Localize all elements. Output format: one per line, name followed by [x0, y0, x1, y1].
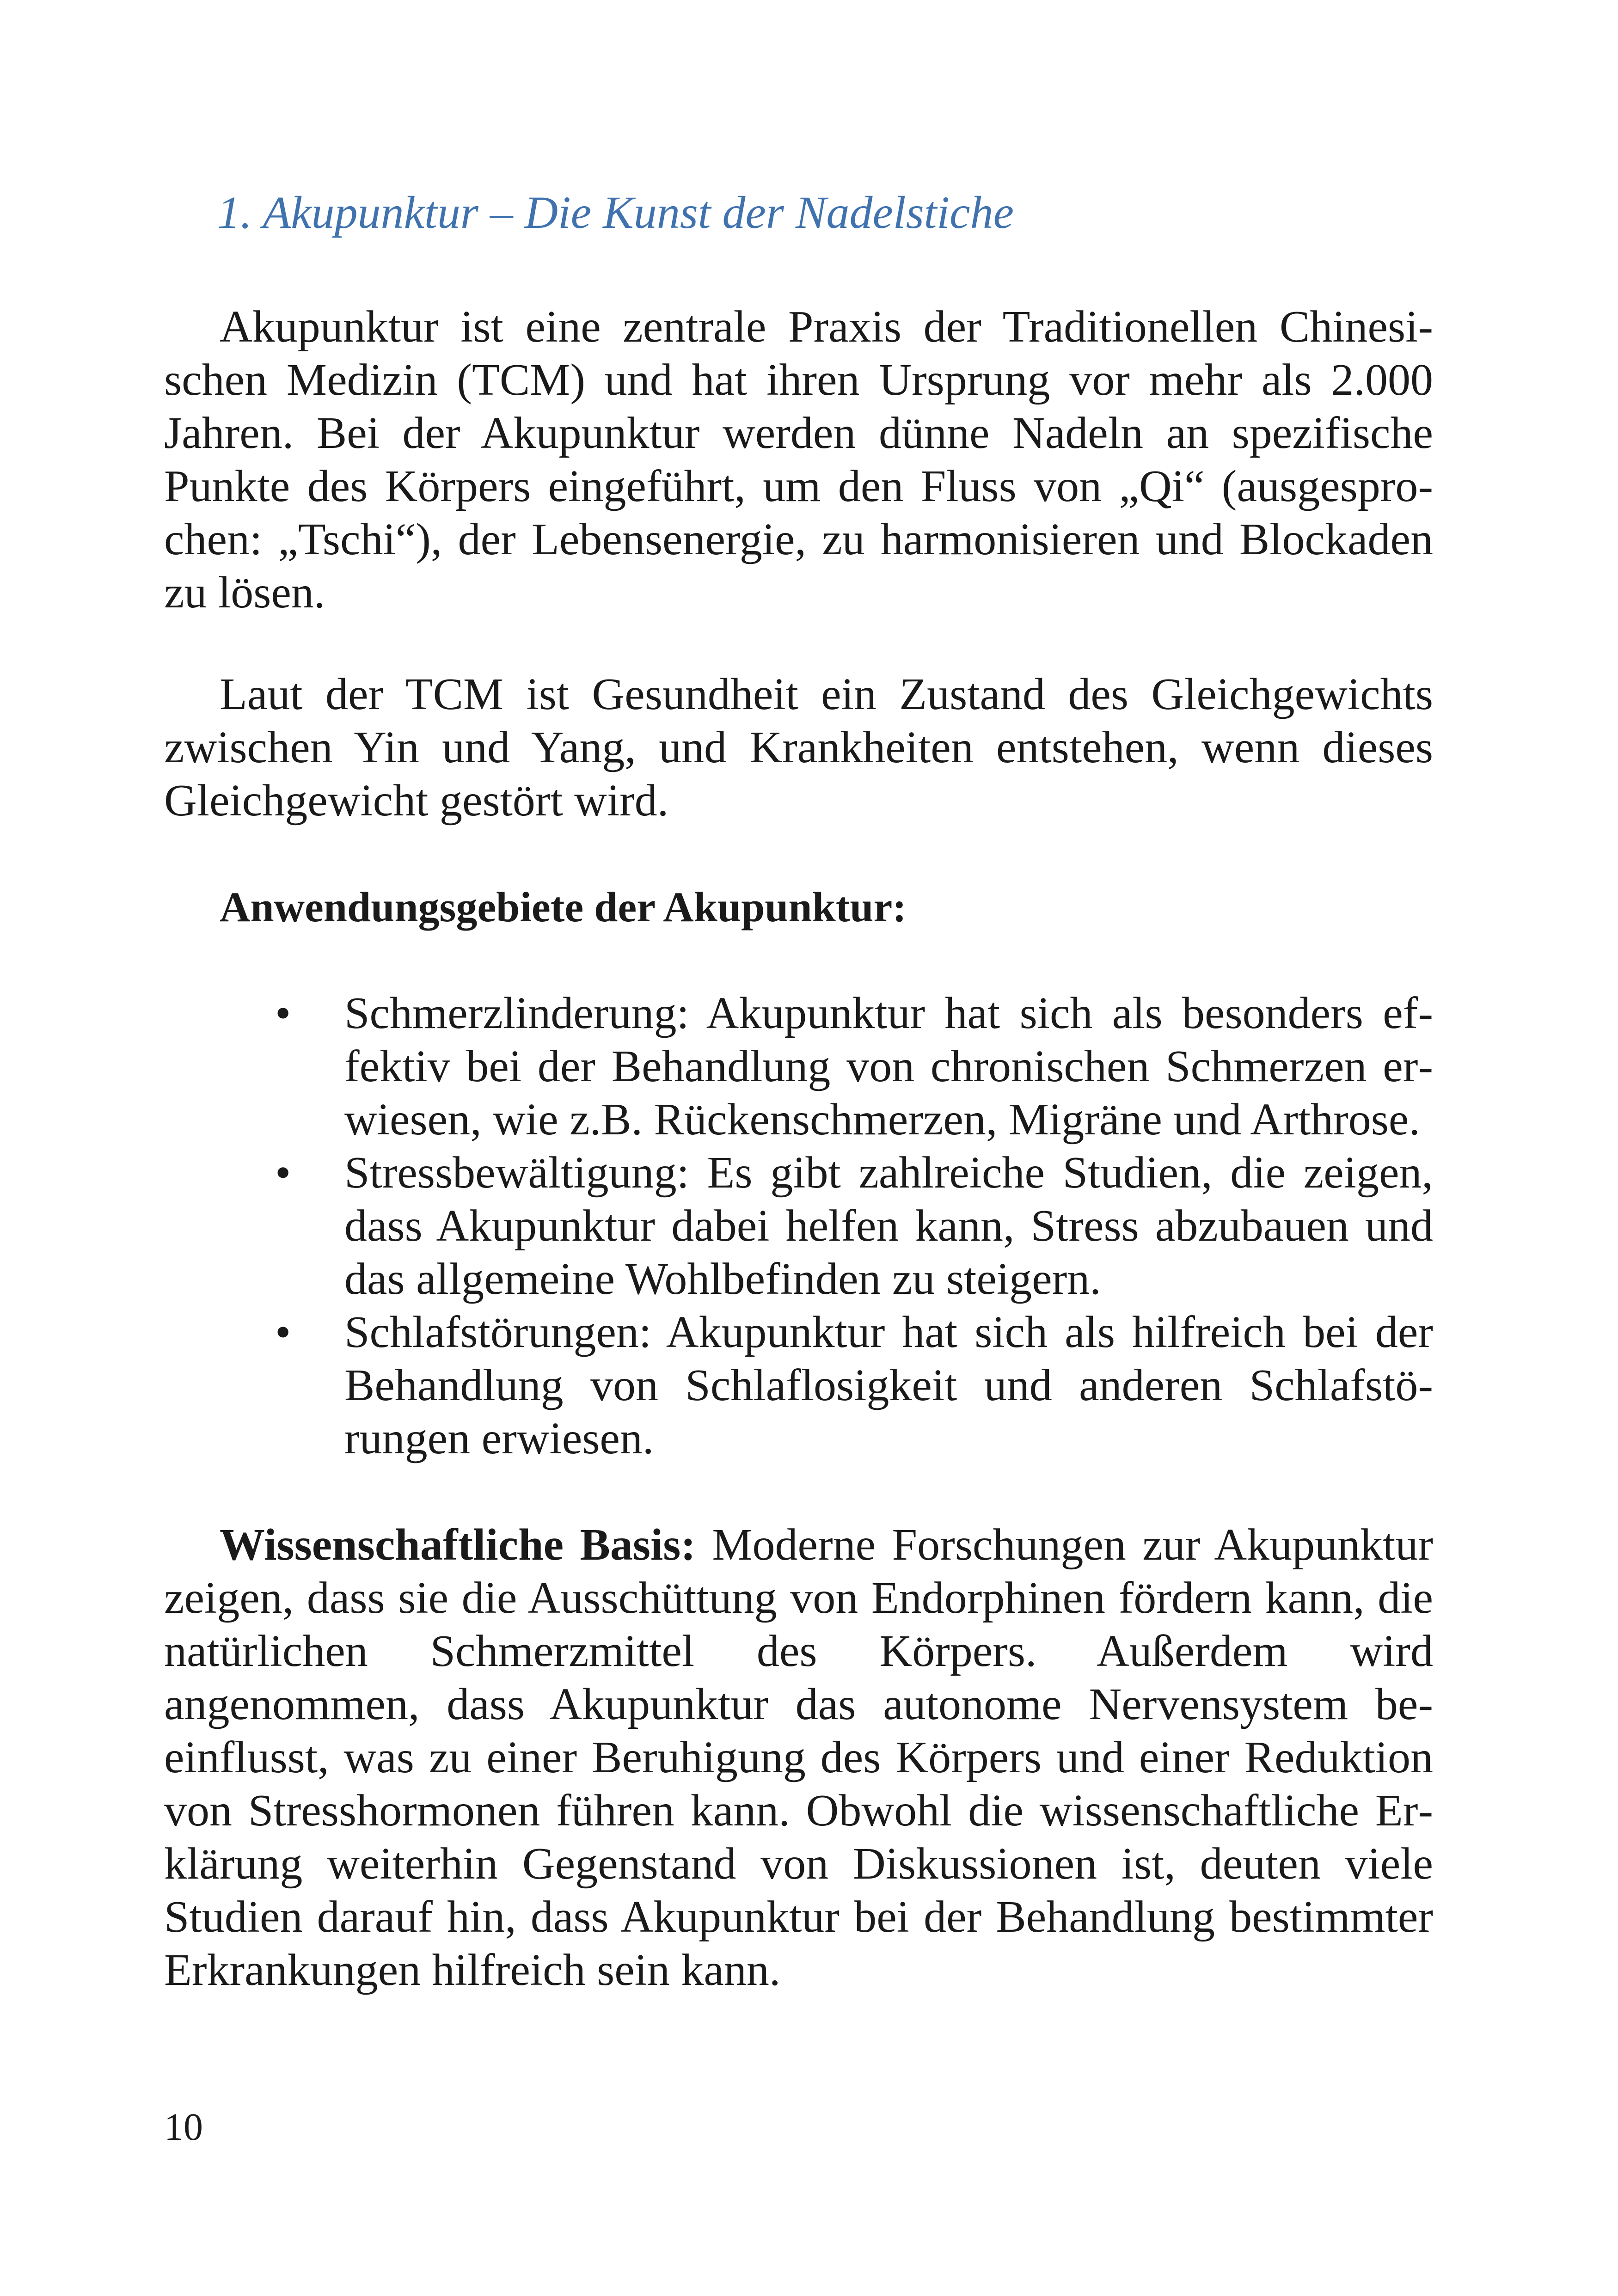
page-content — [164, 185, 1433, 1997]
list-item — [164, 1306, 1433, 1465]
chapter-heading: 1. Akupunktur – Die Kunst der Nadelstiche — [217, 187, 1014, 238]
applications-list — [164, 987, 1433, 1465]
list-item-text: Stressbewältigung: Es gibt zahlreiche Studien, die zeigen, dass Akupunktur dabei helfen kann, Stress abzubauen und das allgemeine Wohlbefinden zu steigern. — [344, 1148, 1433, 1304]
bullet-icon: • — [275, 988, 291, 1038]
list-item-text: Schlafstörungen: Akupunktur hat sich als hilfreich bei der Behandlung von Schlaflosigkeit und anderen Schlafstörungen erwiesen. — [344, 1307, 1433, 1463]
bullet-icon: • — [275, 1307, 291, 1357]
science-label: Wissenschaftliche Basis: — [220, 1520, 696, 1570]
list-item — [164, 987, 1433, 1146]
balance-paragraph: Laut der TCM ist Gesundheit ein Zustand des Gleichgewichts zwischen Yin und Yang, und Krankheiten entstehen, wenn dieses Gleichgewicht gestört wird. — [164, 669, 1433, 826]
page-number: 10 — [164, 2106, 203, 2149]
science-text: Moderne Forschungen zur Akupunktur zeigen, dass sie die Ausschüttung von Endorphinen fördern kann, die natürlichen Schmerzmittel des Körpers. Außerdem wird angenommen, dass Akupunktur das autonome Nervensystem beeinflusst, was zu einer Beruhigung des Körpers und einer Reduktion von Stresshormonen führen kann. Obwohl die wissenschaftliche Erklärung weiterhin Gegenstand von Diskussionen ist, deuten viele Studien darauf hin, dass Akupunktur bei der Behandlung bestimmter Erkrankungen hilfreich sein kann. — [164, 1520, 1433, 1995]
applications-heading: Anwendungsgebiete der Akupunktur: — [220, 883, 907, 931]
science-paragraph — [164, 1518, 1433, 1997]
list-item-text: Schmerzlinderung: Akupunktur hat sich als besonders effektiv bei der Behandlung von chronischen Schmerzen erwiesen, wie z.B. Rückenschmerzen, Migräne und Arthrose. — [344, 988, 1433, 1145]
bullet-icon: • — [275, 1148, 291, 1198]
list-item — [164, 1146, 1433, 1306]
intro-paragraph: Akupunktur ist eine zentrale Praxis der Traditionellen Chinesischen Medizin (TCM) und hat ihren Ursprung vor mehr als 2.000 Jahren. Bei der Akupunktur werden dünne Nadeln an spezifische Punkte des Körpers eingeführt, um den Fluss von „Qi“ (ausgesprochen: „Tschi“), der Lebensenergie, zu harmonisieren und Blockaden zu lösen. — [164, 302, 1433, 618]
